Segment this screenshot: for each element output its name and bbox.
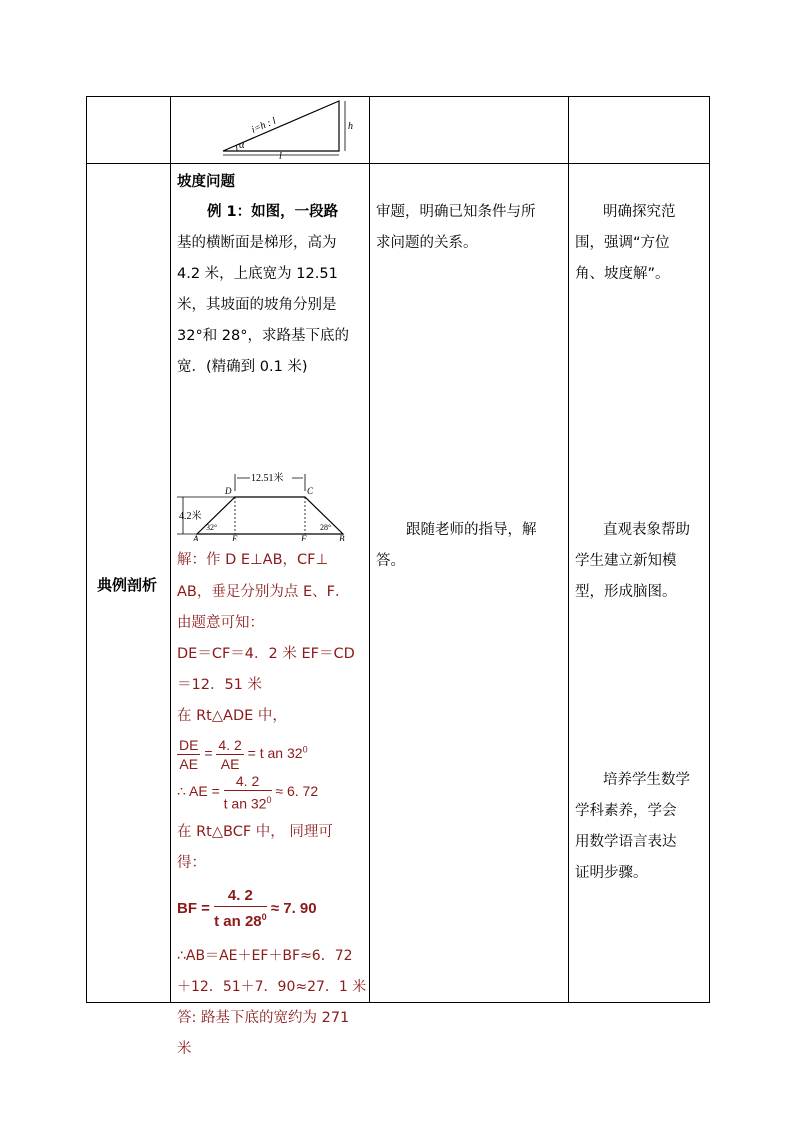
point-d-label: D [225,486,232,496]
activity-line: 求问题的关系。 [376,235,478,251]
top-width-label: 12.51米 [251,473,284,484]
activity-cell [370,164,569,1003]
solution-line: 解：作 D E⊥AB，CF⊥ [177,552,329,568]
row1-label-cell [87,97,171,164]
solution-line: 由题意可知： [177,615,264,631]
point-e-label: E [232,534,238,541]
solution-line: DE＝CF＝4．2 米 EF＝CD [177,646,355,662]
intent-line: 培养学生数学 [603,772,690,788]
intent-line: 型，形成脑图。 [575,584,677,600]
solution-line: 在 Rt△ADE 中， [177,708,287,724]
section-heading: 坡度问题 [177,174,235,190]
row-label-cell [87,164,171,1003]
eq3-rhs: ≈ 7. 90 [270,899,317,917]
point-c-label: C [307,486,314,496]
solution-line: 米 [177,1041,192,1057]
activity-line: 答。 [376,553,405,569]
eq3-lead: BF = [177,899,210,917]
eq1-den-left: AE [179,756,199,772]
example-line: 32°和 28°，求路基下底的 [177,328,350,344]
intent-line: 学生建立新知模 [575,553,677,569]
equation-3 [177,886,317,932]
activity-line: 跟随老师的指导，解 [406,522,537,538]
height-label: 4.2米 [179,511,202,522]
solution-line: AB，垂足分别为点 E、F． [177,584,350,600]
eq2-lead: ∴ AE = [177,783,220,800]
solution-line: 得： [177,855,206,871]
eq2-den: t an 32 [223,795,267,812]
example-line: 米，其坡面的坡角分别是 [177,297,337,313]
intent-line: 角、坡度解”。 [575,266,670,282]
row1-activity-cell [370,97,569,164]
table-row [87,164,710,1003]
eq1-num-left: DE [179,737,199,753]
intent-line: 证明步骤。 [575,865,648,881]
eq2-sup: 0 [266,795,272,805]
solution-line: 在 Rt△BCF 中， 同理可 [177,824,333,840]
angle-left-label: 32° [206,523,218,532]
eq1-rhs: = t an 32 [247,745,303,762]
equation-1: $\frac{DE}{AE}$ = $\frac{4. 2}{AE}$ = t an $32^0$ [179,737,308,772]
intent-line: 围，强调“方位 [575,235,670,251]
eq3-num: 4. 2 [214,886,267,907]
lesson-table [86,96,710,1057]
intent-line: 直观表象帮助 [603,522,690,538]
table-row [87,97,710,164]
intent-line: 用数学语言表达 [575,834,677,850]
alpha-label: α [239,140,245,151]
example-line: 例 1：如图，一段路 [207,204,339,220]
angle-right-label: 28° [320,523,332,532]
row1-figure-cell [171,97,370,164]
example-line: 基的横断面是梯形，高为 [177,235,337,251]
intent-cell [569,164,710,1003]
eq3-den: t an 28 [214,913,262,930]
eq2-rhs: ≈ 6. 72 [275,783,319,800]
eq3-sup: 0 [261,912,267,922]
content-cell [171,164,370,1057]
solution-line: ＋12．51＋7．90≈27．1 米 [177,979,367,995]
example-line: 4.2 米，上底宽为 12.51 [177,266,338,282]
example-line: 宽．(精确到 0.1 米) [177,359,308,375]
slope-triangle-figure [171,97,369,159]
eq1-num-mid: 4. 2 [218,737,242,753]
point-f-label: F [301,534,307,541]
l-label: l [279,151,282,159]
eq2-num: 4. 2 [224,772,272,791]
solution-line: ＝12．51 米 [177,677,263,693]
intent-line: 明确探究范 [603,204,676,220]
slope-label: i=h : l [249,115,278,136]
solution-line: 答: 路基下底的宽约为 271 [177,1010,350,1026]
point-b-label: B [339,534,345,541]
trapezoid-figure [175,467,351,541]
row-label: 典例剖析 [97,576,158,594]
eq1-sup: 0 [302,744,308,755]
solution-line: ∴AB＝AE＋EF＋BF≈6．72 [177,948,353,964]
row1-intent-cell [569,97,710,164]
activity-line: 审题，明确已知条件与所 [376,204,536,220]
point-a-label: A [193,534,199,541]
equation-2 [177,772,318,813]
eq1-den-mid: AE [220,756,240,772]
intent-line: 学科素养，学会 [575,803,677,819]
h-label: h [348,121,353,132]
